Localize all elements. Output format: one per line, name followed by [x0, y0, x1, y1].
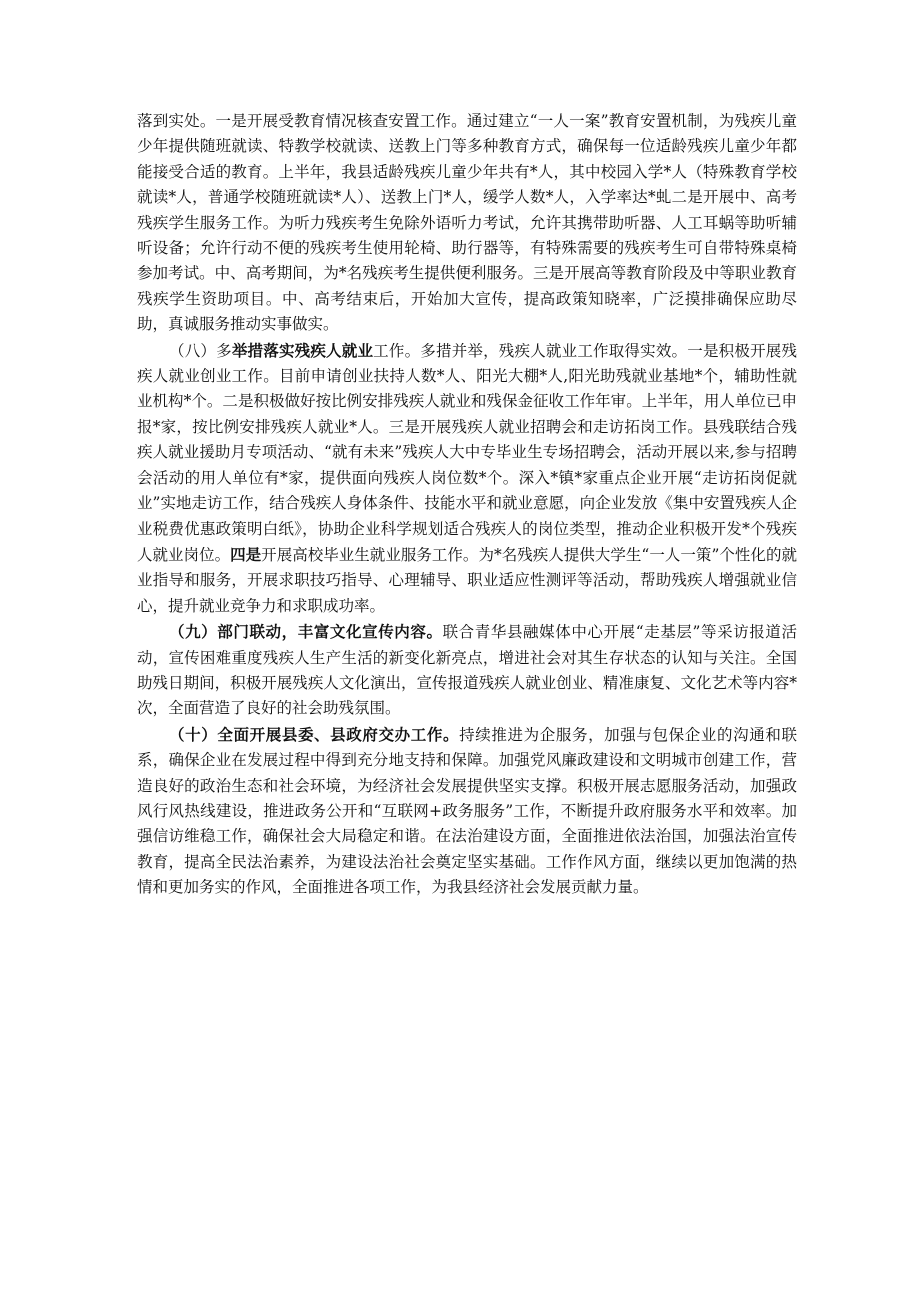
section-10-body: 持续推进为企服务，加强与包保企业的沟通和联系，确保企业在发展过程中得到充分地支持和保障。加强党风廉政建设和文明城市创建工作，营造良好的政治生态和社会环境，为经济社会发展提供坚实支撑。积极开展志愿服务活动，加强政风行风热线建设，推进政务公开和“互联网+政务服务”工作，不断提升政府服务水平和效率。加强信访维稳工作，确保社会大局稳定和谐。在法治建设方面，全面推进依法治国，加强法治宣传教育，提高全民法治素养，为建设法治社会奠定坚实基础。工作作风方面，继续以更加饱满的热情和更加务实的作风，全面推进各项工作，为我县经济社会发展贡献力量。: [137, 725, 797, 897]
document-body: [137, 109, 797, 901]
paragraph-employment: [137, 338, 797, 619]
section-8-body: 工作。多措并举，残疾人就业工作取得实效。一是积极开展残疾人就业创业工作。目前申请创业扶持人数*人、阳光大棚*人,阳光助残就业基地*个，辅助性就业机构*个。二是积极做好按比例安排残疾人就业和残保金征收工作年审。上半年，用人单位已申报*家，按比例安排残疾人就业*人。三是开展残疾人就业招聘会和走访拓岗工作。县残联结合残疾人就业援助月专项活动、“就有未来”残疾人大中专毕业生专场招聘会，活动开展以来,参与招聘会活动的用人单位有*家，提供面向残疾人岗位数*个。深入*镇*家重点企业开展“走访拓岗促就业”实地走访工作，结合残疾人身体条件、技能水平和就业意愿，向企业发放《集中安置残疾人企业税费优惠政策明白纸》，协助企业科学规划适合残疾人的岗位类型，推动企业积极开发*个残疾人就业岗位。: [137, 341, 797, 564]
section-8-heading-prefix: （八）多: [169, 341, 232, 360]
paragraph-education-text: 落到实处。一是开展受教育情况核查安置工作。通过建立“一人一案”教育安置机制，为残疾儿童少年提供随班就读、特教学校就读、送教上门等多种教育方式，确保每一位适龄残疾儿童少年都能接受合适的教育。上半年，我县适龄残疾儿童少年共有*人，其中校园入学*人（特殊教育学校就读*人，普通学校随班就读*人）、送教上门*人，缓学人数*人，入学率达*虬二是开展中、高考残疾学生服务工作。为听力残疾考生免除外语听力考试，允许其携带助听器、人工耳蜗等助听辅听设备；允许行动不便的残疾考生使用轮椅、助行器等，有特殊需要的残疾考生可自带特殊桌椅参加考试。中、高考期间，为*名残疾考生提供便利服务。三是开展高等教育阶段及中等职业教育残疾学生资助项目。中、高考结束后，开始加大宣传，提高政策知晓率，广泛摸排确保应助尽助，真诚服务推动实事做实。: [137, 112, 797, 334]
section-8-item-four-label: 四是: [230, 544, 262, 564]
section-9-heading: （九）部门联动，丰富文化宣传内容。: [169, 622, 443, 642]
section-8-heading: 举措落实残疾人就业: [231, 340, 374, 360]
paragraph-assigned-work: [137, 722, 797, 901]
section-10-heading: （十）全面开展县委、县政府交办工作。: [169, 724, 460, 744]
section-9-body: 联合青华县融媒体中心开展“走基层”等采访报道活动，宣传困难重度残疾人生产生活的新变化新亮点，增进社会对其生存状态的认知与关注。全国助残日期间，积极开展残疾人文化演出，宣传报道残疾人就业创业、精准康复、文化艺术等内容*次，全面营造了良好的社会助残氛围。: [137, 623, 797, 718]
section-8-body-continued: 开展高校毕业生就业服务工作。为*名残疾人提供大学生“一人一策”个性化的就业指导和服务，开展求职技巧指导、心理辅导、职业适应性测评等活动，帮助残疾人增强就业信心，提升就业竞争力和求职成功率。: [137, 545, 797, 615]
paragraph-education: [137, 109, 797, 338]
paragraph-culture: [137, 619, 797, 722]
